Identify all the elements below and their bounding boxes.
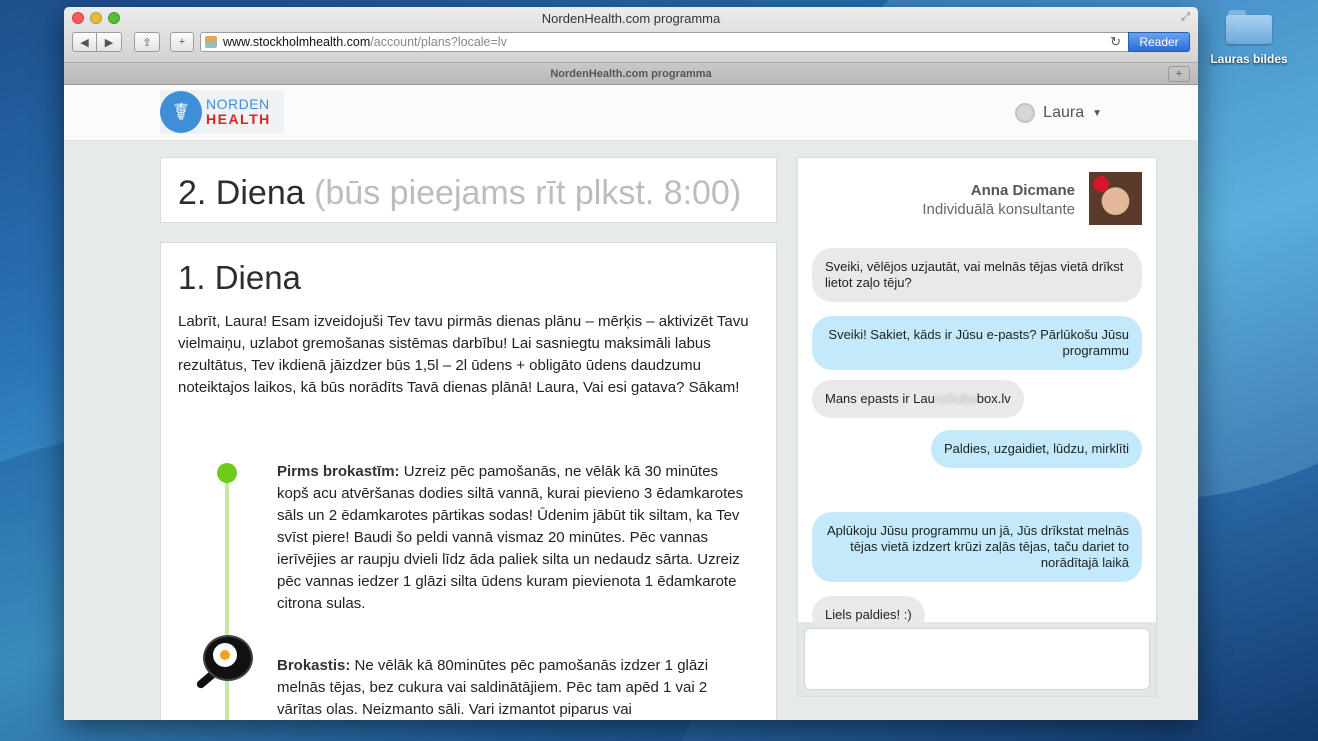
main-content bbox=[64, 141, 1198, 720]
address-bar[interactable] bbox=[200, 32, 1190, 52]
folder-icon bbox=[1226, 10, 1272, 44]
favicon-icon bbox=[205, 36, 217, 48]
consultant-avatar bbox=[1089, 172, 1142, 225]
site-header bbox=[64, 85, 1198, 141]
chat-message-incoming bbox=[812, 380, 1024, 418]
email-text-start: Mans epasts ir Lau bbox=[825, 391, 935, 406]
chat-message-incoming: Liels paldies! :) bbox=[812, 596, 925, 634]
site-logo[interactable] bbox=[160, 90, 284, 134]
new-tab-button[interactable]: + bbox=[170, 32, 194, 52]
fullscreen-icon[interactable]: ⤢ bbox=[1181, 11, 1190, 23]
url-path: /account/plans?locale=lv bbox=[370, 35, 507, 49]
browser-window bbox=[64, 7, 1198, 720]
add-tab-icon[interactable]: + bbox=[1168, 66, 1190, 82]
email-redacted: raSuba bbox=[934, 391, 977, 406]
browser-toolbar bbox=[72, 31, 1190, 53]
consultant-role: Individuālā konsultante bbox=[922, 201, 1075, 218]
step-breakfast bbox=[277, 655, 747, 720]
desktop-folder[interactable] bbox=[1206, 8, 1292, 66]
timeline-dot-icon bbox=[217, 463, 237, 483]
reload-icon[interactable]: ↻ bbox=[1110, 34, 1121, 49]
reader-button[interactable]: Reader bbox=[1128, 32, 1190, 52]
tab-title[interactable]: NordenHealth.com programma bbox=[550, 68, 712, 80]
user-avatar-icon bbox=[1015, 103, 1035, 123]
title-bar bbox=[64, 7, 1198, 63]
tab-bar bbox=[64, 63, 1198, 85]
chat-input-area bbox=[798, 622, 1156, 696]
chat-message-outgoing: Aplūkoju Jūsu programmu un jā, Jūs drīkstat melnās tējas vietā izdzert krūzi zaļās tējas, taču dariet to norādītajā laikā bbox=[812, 512, 1142, 582]
step-label: Brokastis: bbox=[277, 657, 351, 674]
user-menu[interactable] bbox=[1015, 103, 1102, 123]
caduceus-icon: ☤ bbox=[160, 91, 202, 133]
chat-message-incoming: Sveiki, vēlējos uzjautāt, vai melnās tējas vietā drīkst lietot zaļo tēju? bbox=[812, 248, 1142, 302]
day2-card bbox=[160, 157, 777, 223]
email-text-end: box.lv bbox=[976, 391, 1011, 406]
url-host: www.stockholmhealth.com bbox=[223, 35, 371, 49]
day2-availability-note: (būs pieejams rīt plkst. 8:00) bbox=[314, 174, 742, 212]
chat-message-outgoing: Paldies, uzgaidiet, lūdzu, mirklīti bbox=[931, 430, 1142, 468]
user-name: Laura bbox=[1043, 104, 1085, 121]
step-text: Uzreiz pēc pamošanās, ne vēlāk kā 30 minūtes kopš acu atvēršanas dodies siltā vannā, kurai pievieno 3 ēdamkarotes sāls un 2 ēdamkarotes pārtikas sodas! Ūdenim jābūt tik siltam, ka Tev svīst piere! Baudi šo peldi vannā vismaz 20 minūtes. Pēc vannas ierīvējies ar raupju dvieli līdz āda paliek silta un nedaudz sārta. Uzreiz pēc vannas iedzer 1 glāzi silta ūdens kuram pievienota 1 ēdamkarote citrona sulas. bbox=[277, 463, 744, 612]
day2-title: 2. Diena bbox=[178, 174, 305, 212]
logo-text-bottom: HEALTH bbox=[206, 111, 271, 127]
consultant-header bbox=[922, 172, 1142, 225]
day1-card bbox=[160, 242, 777, 720]
window-title: NordenHealth.com programma bbox=[541, 11, 721, 26]
step-text: Ne vēlāk kā 80minūtes pēc pamošanās izdzer 1 glāzi melnās tējas, bez cukura vai saldinātājiem. Pēc tam apēd 1 vai 2 vārītas olas. Neizmanto sāli. Vari izmantot piparus vai bbox=[277, 657, 709, 718]
chat-panel bbox=[797, 157, 1157, 697]
step-label: Pirms brokastīm: bbox=[277, 463, 400, 480]
forward-button[interactable]: ▶ bbox=[97, 32, 122, 52]
frying-pan-icon bbox=[197, 635, 253, 687]
step-before-breakfast bbox=[277, 461, 747, 615]
day1-title: 1. Diena bbox=[178, 259, 301, 296]
back-button[interactable]: ◀ bbox=[72, 32, 97, 52]
share-button[interactable]: ⇪ bbox=[134, 32, 160, 52]
chevron-down-icon: ▼ bbox=[1092, 107, 1102, 119]
chat-message-input[interactable] bbox=[804, 628, 1150, 690]
logo-text-top: NORDEN bbox=[206, 96, 270, 112]
day1-intro: Labrīt, Laura! Esam izveidojuši Tev tavu pirmās dienas plānu – mērķis – aktivizēt Tavu vielmaiņu, uzlabot gremošanas sistēmas darbību! Lai sasniegtu maksimāli labus rezultātus, Tev ikdienā jāizdzer būs 1,5l – 2l ūdens + obligāto ūdens daudzumu noteiktajos laikos, kā būs norādīts Tavā dienas plānā! Laura, Vai esi gatava? Sākam! bbox=[178, 313, 749, 396]
chat-message-outgoing: Sveiki! Sakiet, kāds ir Jūsu e-pasts? Pārlūkošu Jūsu programmu bbox=[812, 316, 1142, 370]
consultant-name: Anna Dicmane bbox=[970, 182, 1075, 199]
desktop-folder-label: Lauras bildes bbox=[1210, 52, 1288, 66]
